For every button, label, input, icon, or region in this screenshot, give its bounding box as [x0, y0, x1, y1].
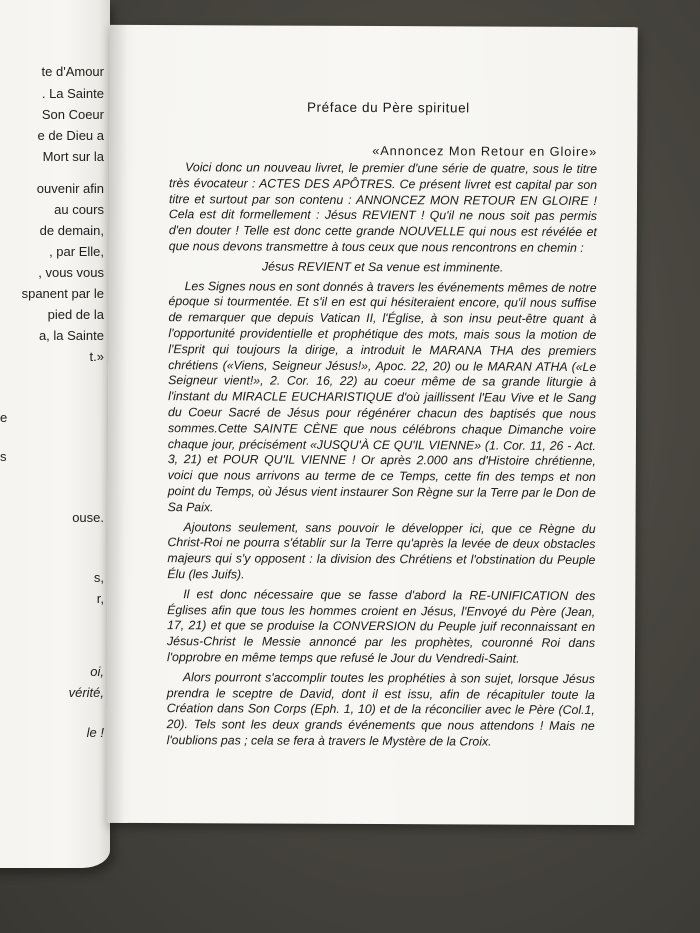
paragraph: Il est donc nécessaire que se fasse d'abord la RE-UNIFICATION des Églises afin que tous les hommes croient en Jésus, l'Envoyé du Père (Jean, 17, 21) et que se produise la CONVERSION du Peuple juif reconnaissant en Jésus-Christ le Messie annoncé par les prophètes, couronné Roi dans l'opprobre en même temps que refusé le Jour du Vendredi-Saint. [166, 586, 596, 666]
left-page-line: s, [93, 570, 104, 585]
left-page-line: s [0, 449, 7, 464]
paragraph: Ajoutons seulement, sans pouvoir le développer ici, que ce Règne du Christ-Roi ne pourra s'établir sur la Terre qu'après la levée de deux obstacles majeurs qui s'y opposent : la division des Chrétiens et l'obstination du Peuple Élu (les Juifs). [167, 519, 596, 582]
paragraph: Alors pourront s'accomplir toutes les prophéties à son sujet, lorsque Jésus prendra le sceptre de David, dont il est issu, afin de récapituler toute la Création dans Son Corps (Eph. 1, 10) et de la réconcilier avec le Père (Col.1, 20). Tels sont les deux grands événements que nous attendons ! Mais ne l'oublions pas ; cela se fera à travers le Mystère de la Croix. [166, 669, 595, 749]
left-page-line: de demain, [39, 223, 104, 238]
left-page-line: Son Coeur [41, 107, 104, 122]
page-gutter-shadow [106, 25, 127, 823]
book-page [106, 25, 637, 825]
paragraph: Voici donc un nouveau livret, le premier d'une série de quatre, sous le titre très évocateur : ACTES DES APÔTRES. Ce présent livret est capital par son titre et surtout par son contenu : ANNONCEZ MON RETOUR EN GLOIRE ! Cela est dit formellement : Jésus REVIENT ! Qu'il ne nous soit pas permis d'en douter ! Telle est donc cette grande NOUVELLE qui nous est révélée et que nous devons transmettre à tous ceux que nous rencontrons en chemin : [168, 160, 598, 255]
left-page-line: , vous vous [38, 265, 104, 280]
left-page-line: te d'Amour [41, 64, 104, 79]
paragraph-centered: Jésus REVIENT et Sa venue est imminente. [262, 259, 504, 275]
left-page-line: e de Dieu a [37, 128, 104, 143]
left-page-line: Mort sur la [42, 149, 104, 164]
left-page-line: spanent par le [21, 286, 104, 301]
left-page-line: e [0, 410, 8, 425]
left-page-line: ouvenir afin [36, 181, 104, 196]
left-page-line: t.» [89, 349, 104, 364]
left-page-line: le ! [86, 725, 104, 740]
left-page [0, 0, 110, 868]
page-heading: Préface du Père spirituel [306, 99, 470, 116]
left-page-line: au cours [54, 202, 104, 217]
left-page-line: oi, [90, 664, 104, 679]
page-subtitle: «Annoncez Mon Retour en Gloire» [372, 142, 598, 159]
left-page-line: r, [96, 591, 104, 606]
page-content [167, 99, 598, 755]
left-page-line: pied de la [47, 307, 104, 322]
left-page-line: , par Elle, [49, 244, 104, 259]
left-page-line: ouse. [72, 510, 104, 525]
left-page-line: a, la Sainte [38, 328, 104, 343]
left-page-line: vérité, [68, 685, 104, 700]
paragraph: Les Signes nous en sont donnés à travers les événements mêmes de notre époque si tourmentée. Et s'il en est qui hésiteraient encore, qu'il nous suffise de remarquer que depuis Vatican II, l'Église, à son insu peut-être quant à l'opportunité providentielle et prophétique des mots, mais sous la motion de l'Esprit qui toujours la dirige, a introduit le MARANA THA des premiers chrétiens («Viens, Seigneur Jésus!», Apoc. 22, 20) ou le MARAN ATHA («Le Seigneur vient!», 2. Cor. 16, 22) au coeur même de sa grande liturgie à l'instant du MIRACLE EUCHARISTIQUE d'où jaillissent l'Eau Vive et le Sang du Coeur Sacré de Jésus pour régénérer chacun des baptisés que nous sommes.Cette SAINTE CÈNE que nous célébrons chaque Dimanche voire chaque jour, précisément «JUSQU'À CE QU'IL VIENNE» (1. Cor. 11, 26 - Act. 3, 21) et POUR QU'IL VIENNE ! Or après 2.000 ans d'Histoire chrétienne, voici que nous arrivons au terme de ce Temps, cette fin des temps et non point du Temps, où Jésus vient instaurer Son Règne sur la Terre par le Don de Sa Paix. [167, 278, 597, 515]
left-page-line: . La Sainte [41, 86, 104, 101]
